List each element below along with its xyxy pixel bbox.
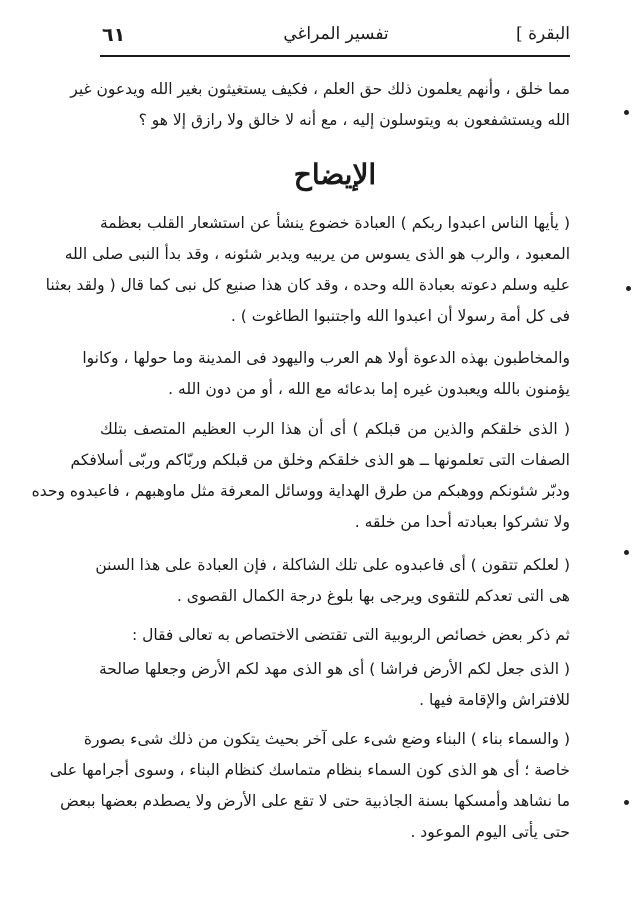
text-line: المعبود ، والرب هو الذى يسوس من يربيه ويدبر شئونه ، وقد بدأ النبى صلى الله [64,245,570,263]
text-line: ( والسماء بناء ) البناء وضع شىء على آخر بحيث يتكون من ذلك شىء بصورة [83,730,570,748]
text-line: الصفات التى تعلمونها ــ هو الذى خلقكم وخلق من قبلكم وربّاكم وربّى أسلافكم [70,451,570,469]
text-line: عليه وسلم دعوته بعبادة الله وحده ، وقد كان هذا صنيع كل نبى كما قال ( ولقد بعثنا [45,276,570,294]
text-line: ( الذى خلقكم والذين من قبلكم ) أى أن هذا الرب العظيم المتصف بتلك [100,420,570,438]
scan-speck [626,286,631,291]
text-line: ( الذى جعل لكم الأرض فراشا ) أى هو الذى مهد لكم الأرض وجعلها صالحة [98,660,570,678]
scan-speck [624,800,629,805]
paragraph [82,343,570,405]
text-line: والمخاطبون بهذه الدعوة أولا هم العرب واليهود فى المدينة وما حولها ، وكانوا [82,349,570,367]
paragraph [95,550,570,612]
text-line: هى التى تعدكم للتقوى ويرجى بها بلوغ درجة الكمال القصوى . [176,587,570,605]
paragraph [100,654,570,716]
text-line: فى كل أمة رسولا أن اعبدوا الله واجتنبوا الطاغوت ) . [230,307,570,325]
text-line: مما خلق ، وأنهم يعلمون ذلك حق العلم ، فكيف يستغيثون بغير الله ويدعون غير [70,80,570,98]
text-line: ودبّر شئونكم ووهبكم من طرق الهداية ووسائل المعرفة مثل ماوهبهم ، فاعبدوه وحده [31,482,570,500]
text-line: خاصة ؛ أى هو الذى كون السماء بنظام متماسك كنظام البناء ، وسوى أجرامها على [49,761,570,779]
text-line: حتى يأتى اليوم الموعود . [410,823,570,841]
scan-speck [624,550,629,555]
intro-text [70,74,570,136]
header-divider [100,55,570,57]
paragraph [49,724,570,848]
scan-speck [624,110,629,115]
paragraph [45,208,570,332]
page-header [102,20,570,52]
text-line: ( لعلكم تتقون ) أى فاعبدوه على تلك الشاكلة ، فإن العبادة على هذا السنن [95,556,570,574]
paragraph [31,414,570,538]
text-line: ثم ذكر بعض خصائص الربوبية التى تقتضى الاختصاص به تعالى فقال : [131,626,570,644]
text-line: ولا تشركوا بعبادته أحدا من خلقه . [354,513,570,531]
text-line: الله ويستشفعون به ويتوسلون إليه ، مع أنه لا خالق ولا رازق إلا هو ؟ [138,111,570,129]
text-line: ما نشاهد وأمسكها بسنة الجاذبية حتى لا تقع على الأرض ولا يصطدم بعضها ببعض [60,792,570,810]
section-heading: الإيضاح [293,158,377,191]
surah-label: البقرة ] [516,24,570,44]
paragraph [100,620,570,651]
text-line: يؤمنون بالله ويعبدون غيره إما بدعائه مع الله ، أو من دون الله . [168,380,570,398]
text-line: ( يأيها الناس اعبدوا ربكم ) العبادة خضوع ينشأ عن استشعار القلب بعظمة [100,214,570,232]
text-line: للافتراش والإقامة فيها . [419,691,570,709]
book-title: تفسير المراغي [283,24,389,44]
page-number: ٦١ [102,24,126,46]
